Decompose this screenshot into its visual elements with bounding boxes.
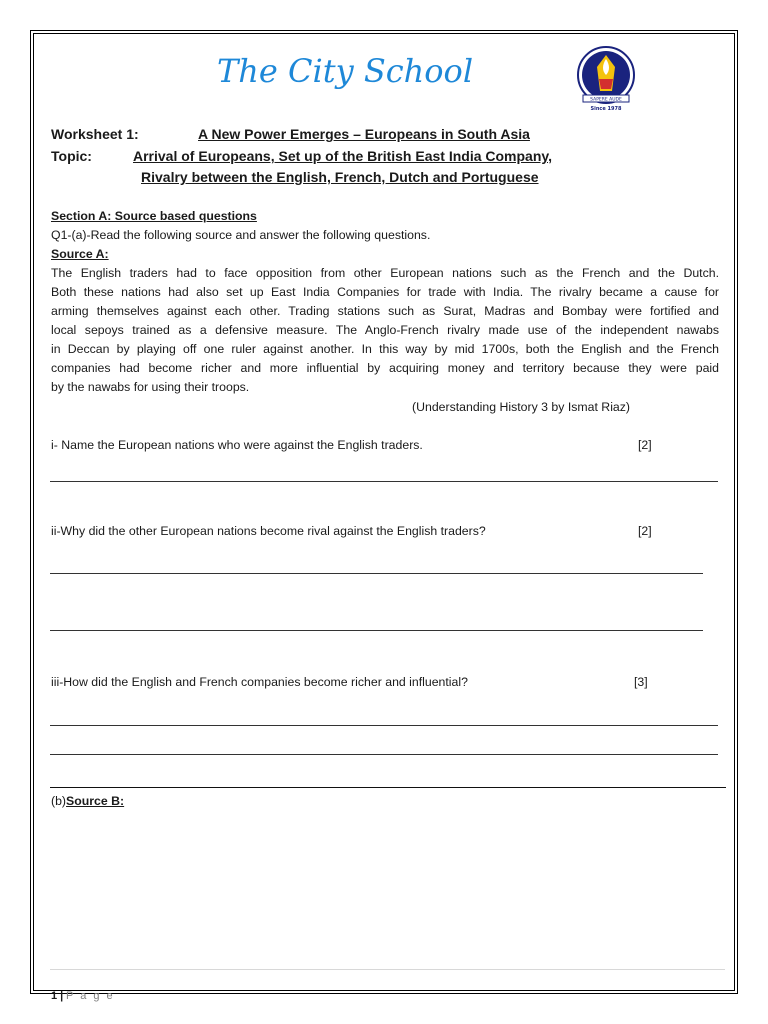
question-2-marks: [2] xyxy=(638,524,652,538)
source-a-line: The English traders had to face opposition from other European nations such as the French and the Dutch. xyxy=(51,266,719,280)
part-b-prefix: (b) xyxy=(51,794,67,808)
answer-line xyxy=(50,573,703,574)
topic-label: Topic: xyxy=(51,148,92,164)
question-3: iii-How did the English and French companies become richer and influential? xyxy=(51,675,468,689)
page-word: P a g e xyxy=(66,990,115,1002)
source-a-line: Both these nations had also set up East India Companies for trade with India. The rivalry became a cause for xyxy=(51,285,719,299)
question-3-marks: [3] xyxy=(634,675,648,689)
source-citation: (Understanding History 3 by Ismat Riaz) xyxy=(412,400,631,414)
school-name: The City School xyxy=(216,52,474,90)
answer-line xyxy=(50,630,703,631)
topic-line-1: Arrival of Europeans, Set up of the British East India Company, xyxy=(133,148,553,164)
question-1-marks: [2] xyxy=(638,438,652,452)
topic-line-2: Rivalry between the English, French, Dutch and Portuguese xyxy=(141,169,539,185)
source-a-line: by the nawabs for using their troops. xyxy=(51,380,250,394)
source-a-line: companies had become richer and more influential by acquiring money and territory because they were paid xyxy=(51,361,719,375)
section-divider xyxy=(50,787,726,788)
school-logo-icon xyxy=(575,45,637,113)
q1a-instruction: Q1-(a)-Read the following source and answer the following questions. xyxy=(51,228,431,242)
answer-line xyxy=(50,725,718,726)
svg-text:Since 1978: Since 1978 xyxy=(590,106,622,112)
source-a-label: Source A: xyxy=(51,247,109,261)
source-a-line: arming themselves against each other. Trading stations such as Surat, Madras and Bombay were fortified and xyxy=(51,304,719,318)
part-b-heading xyxy=(51,792,124,811)
answer-line xyxy=(50,481,718,482)
question-2: ii-Why did the other European nations become rival against the English traders? xyxy=(51,524,486,538)
footer-rule xyxy=(50,969,725,970)
source-a-line: local sepoys trained as a defensive measure. The Anglo-French rivalry made use of the independent nawabs xyxy=(51,323,719,337)
worksheet-label: Worksheet 1: xyxy=(51,126,139,142)
worksheet-title: A New Power Emerges – Europeans in South Asia xyxy=(198,126,530,142)
svg-text:SAPERE AUDE: SAPERE AUDE xyxy=(590,97,622,103)
source-a-paragraph xyxy=(51,264,719,397)
source-b-label: Source B: xyxy=(66,794,125,808)
page-number: 1 | xyxy=(51,990,64,1002)
section-a-heading: Section A: Source based questions xyxy=(51,209,257,223)
source-a-line: in Deccan by playing off one ruler against another. In this way by mid 1700s, both the English and the French xyxy=(51,342,719,356)
question-1: i- Name the European nations who were against the English traders. xyxy=(51,438,423,452)
answer-line xyxy=(50,754,718,755)
